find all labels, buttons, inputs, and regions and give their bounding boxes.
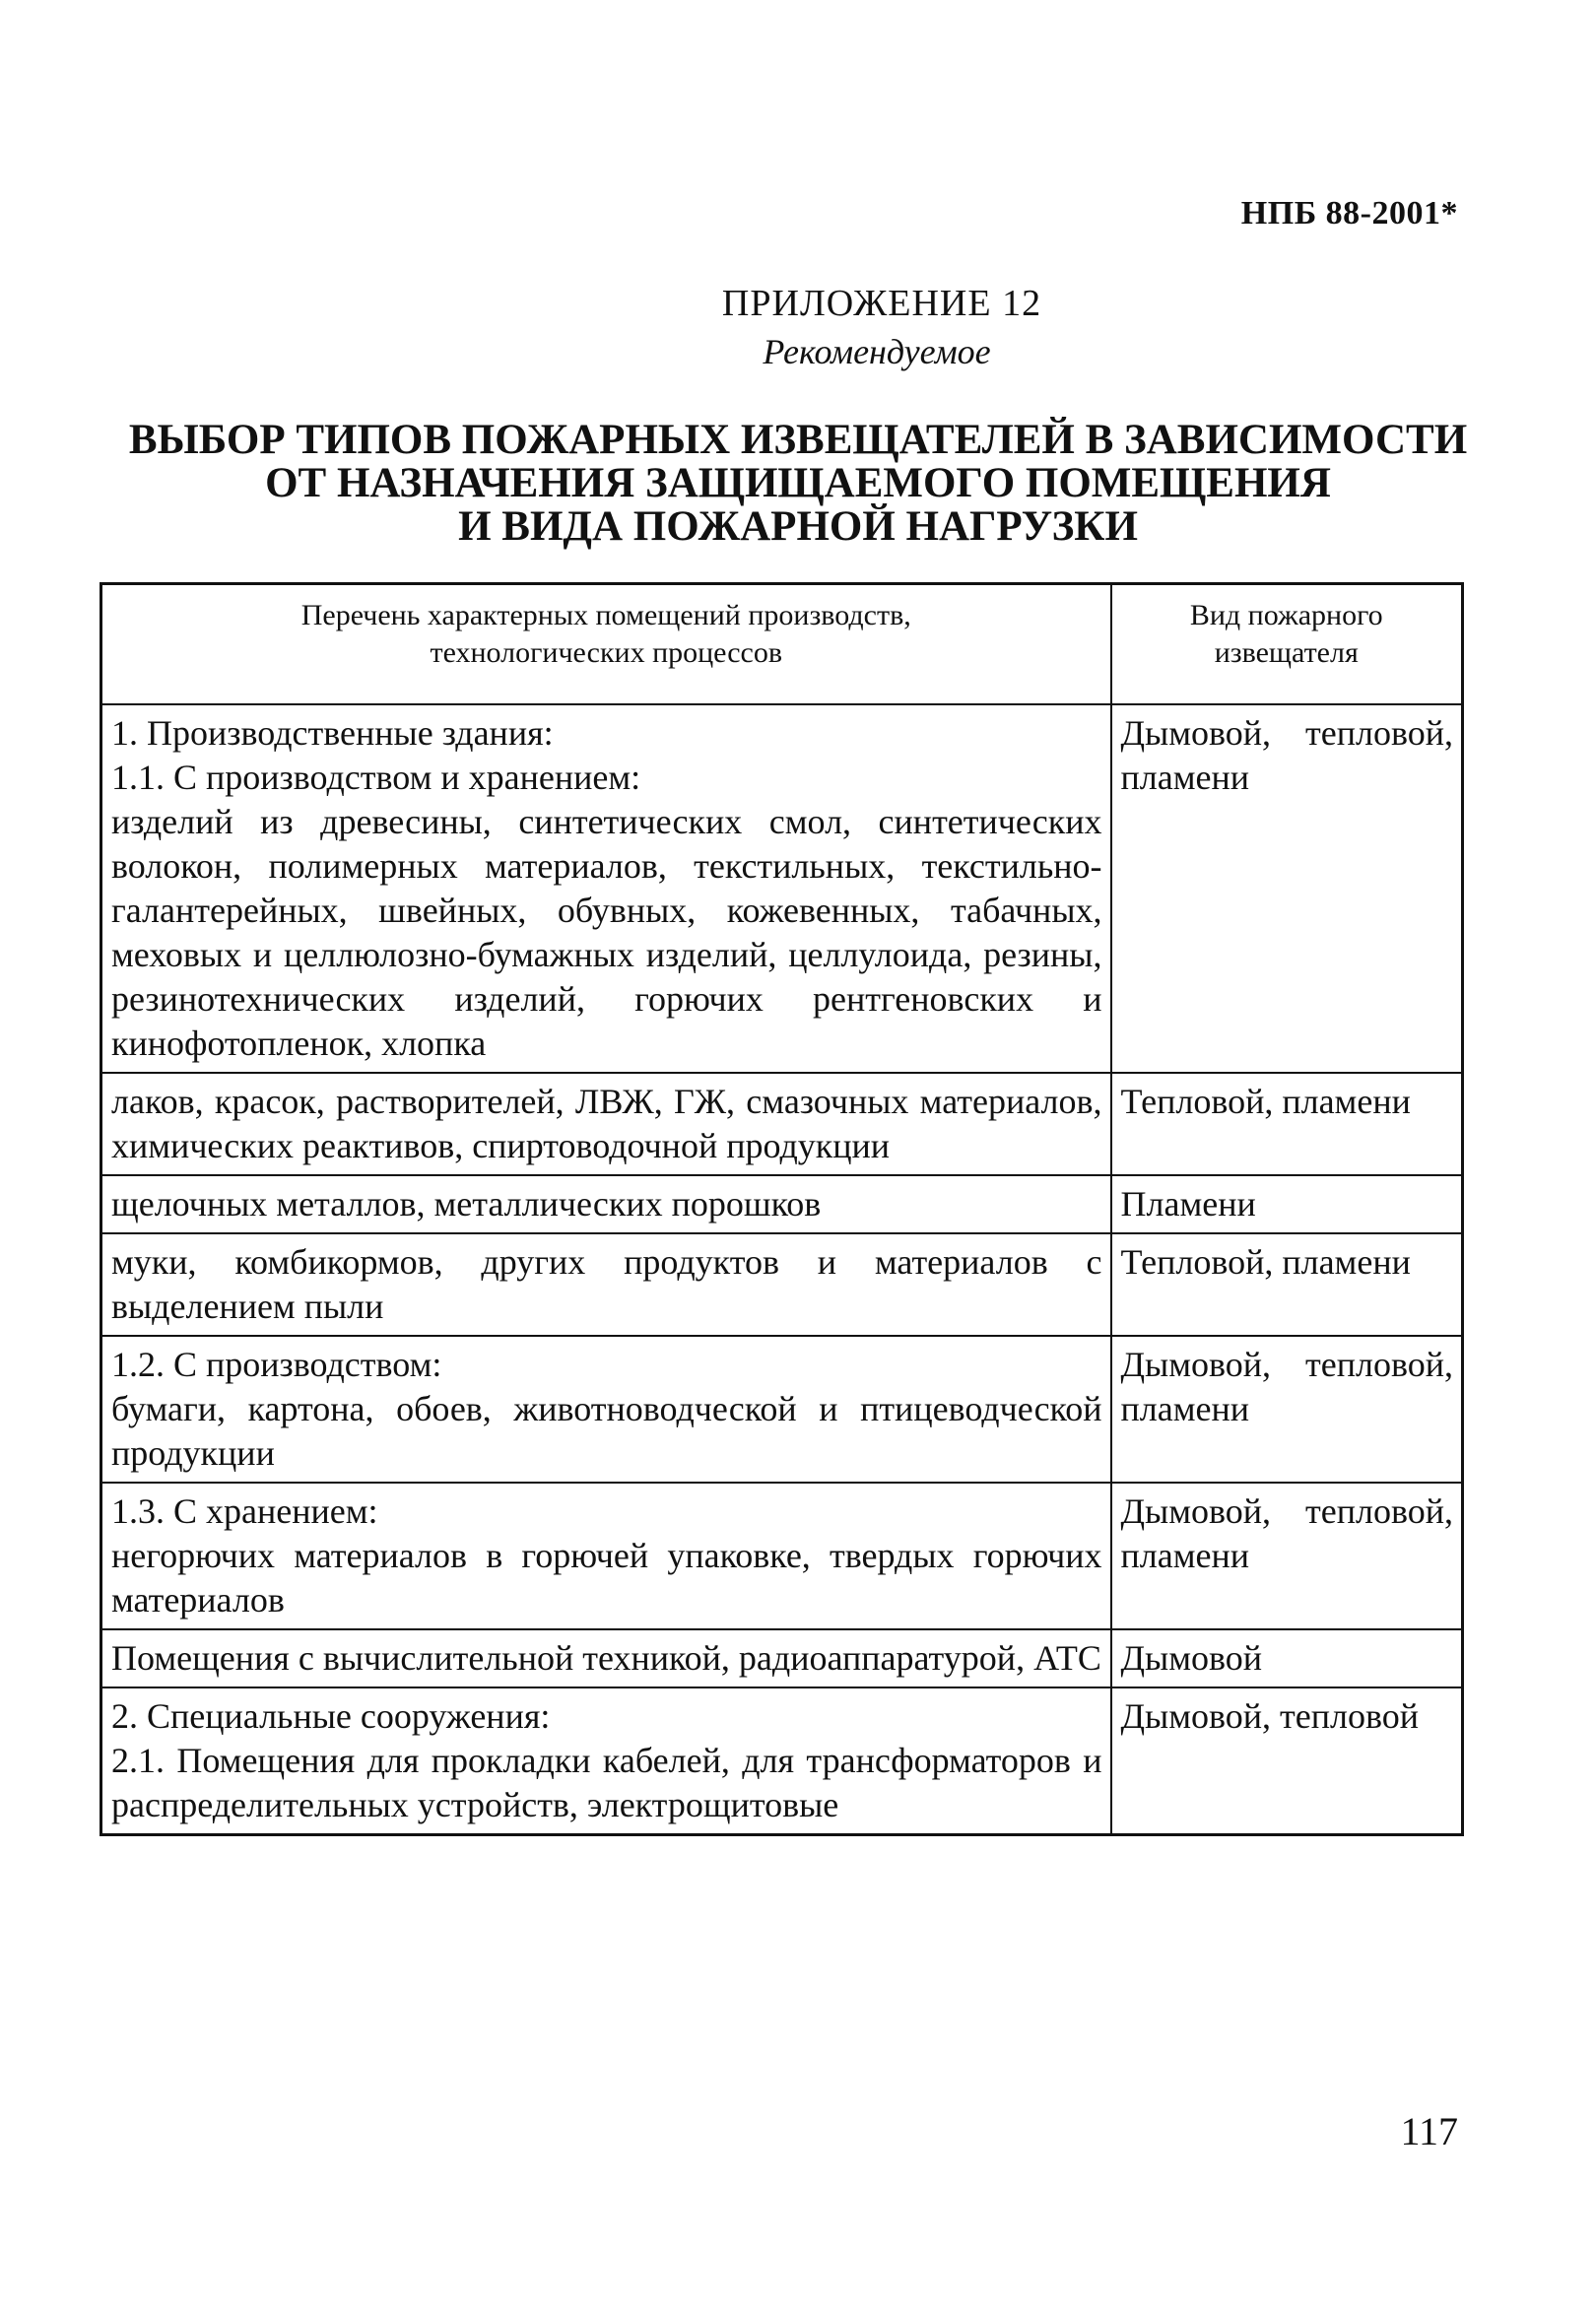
premises-cell: лаков, красок, растворителей, ЛВЖ, ГЖ, смазочных материалов, химических реактивов, спиртоводочной продукции <box>101 1073 1111 1175</box>
table-row <box>101 1175 1463 1233</box>
detector-cell: Тепловой, пламени <box>1111 1233 1463 1336</box>
premises-cell: 1. Производственные здания: 1.1. С производством и хранением: изделий из древесины, синтетических смол, синтетических волокон, полимерных материалов, текстильных, текстильно-галантерейных, швейных, обувных, кожевенных, табачных, меховых и целлюлозно-бумажных изделий, целлулоида, резины, резинотехнических изделий, горючих рентгеновских и кинофотопленок, хлопка <box>101 704 1111 1073</box>
detector-cell: Дымовой, тепловой <box>1111 1687 1463 1835</box>
recommended-label: Рекомендуемое <box>763 332 991 371</box>
premises-column-header: Перечень характерных помещений производств, технологических процессов <box>101 584 1111 705</box>
table-row <box>101 1073 1463 1175</box>
title-line-2: ОТ НАЗНАЧЕНИЯ ЗАЩИЩАЕМОГО ПОМЕЩЕНИЯ <box>265 460 1331 506</box>
table-row <box>101 1483 1463 1629</box>
table-row <box>101 704 1463 1073</box>
page-title <box>99 419 1497 549</box>
document-code: НПБ 88-2001* <box>1240 195 1458 232</box>
detector-cell: Тепловой, пламени <box>1111 1073 1463 1175</box>
detector-cell: Дымовой, тепловой, пламени <box>1111 1336 1463 1483</box>
title-line-1: ВЫБОР ТИПОВ ПОЖАРНЫХ ИЗВЕЩАТЕЛЕЙ В ЗАВИСИМОСТИ <box>128 417 1468 463</box>
detector-cell: Дымовой, тепловой, пламени <box>1111 1483 1463 1629</box>
title-line-3: И ВИДА ПОЖАРНОЙ НАГРУЗКИ <box>458 503 1138 550</box>
detector-column-header: Вид пожарного извещателя <box>1111 584 1463 705</box>
table-row <box>101 1687 1463 1835</box>
page-number: 117 <box>1400 2109 1458 2153</box>
premises-cell: щелочных металлов, металлических порошков <box>101 1175 1111 1233</box>
premises-cell: муки, комбикормов, других продуктов и материалов с выделением пыли <box>101 1233 1111 1336</box>
premises-cell: 1.2. С производством: бумаги, картона, обоев, животноводческой и птицеводческой продукции <box>101 1336 1111 1483</box>
detector-selection-table <box>100 582 1464 1836</box>
premises-cell: 1.3. С хранением: негорючих материалов в горючей упаковке, твердых горючих материалов <box>101 1483 1111 1629</box>
premises-cell: 2. Специальные сооружения: 2.1. Помещения для прокладки кабелей, для трансформаторов и распределительных устройств, электрощитовые <box>101 1687 1111 1835</box>
detector-cell: Дымовой, тепловой, пламени <box>1111 704 1463 1073</box>
detector-cell: Дымовой <box>1111 1629 1463 1687</box>
table-row <box>101 1629 1463 1687</box>
table-header-row <box>101 584 1463 705</box>
appendix-label: ПРИЛОЖЕНИЕ 12 <box>721 283 1042 324</box>
table-row <box>101 1233 1463 1336</box>
detector-cell: Пламени <box>1111 1175 1463 1233</box>
premises-cell: Помещения с вычислительной техникой, радиоаппаратурой, АТС <box>101 1629 1111 1687</box>
table-row <box>101 1336 1463 1483</box>
